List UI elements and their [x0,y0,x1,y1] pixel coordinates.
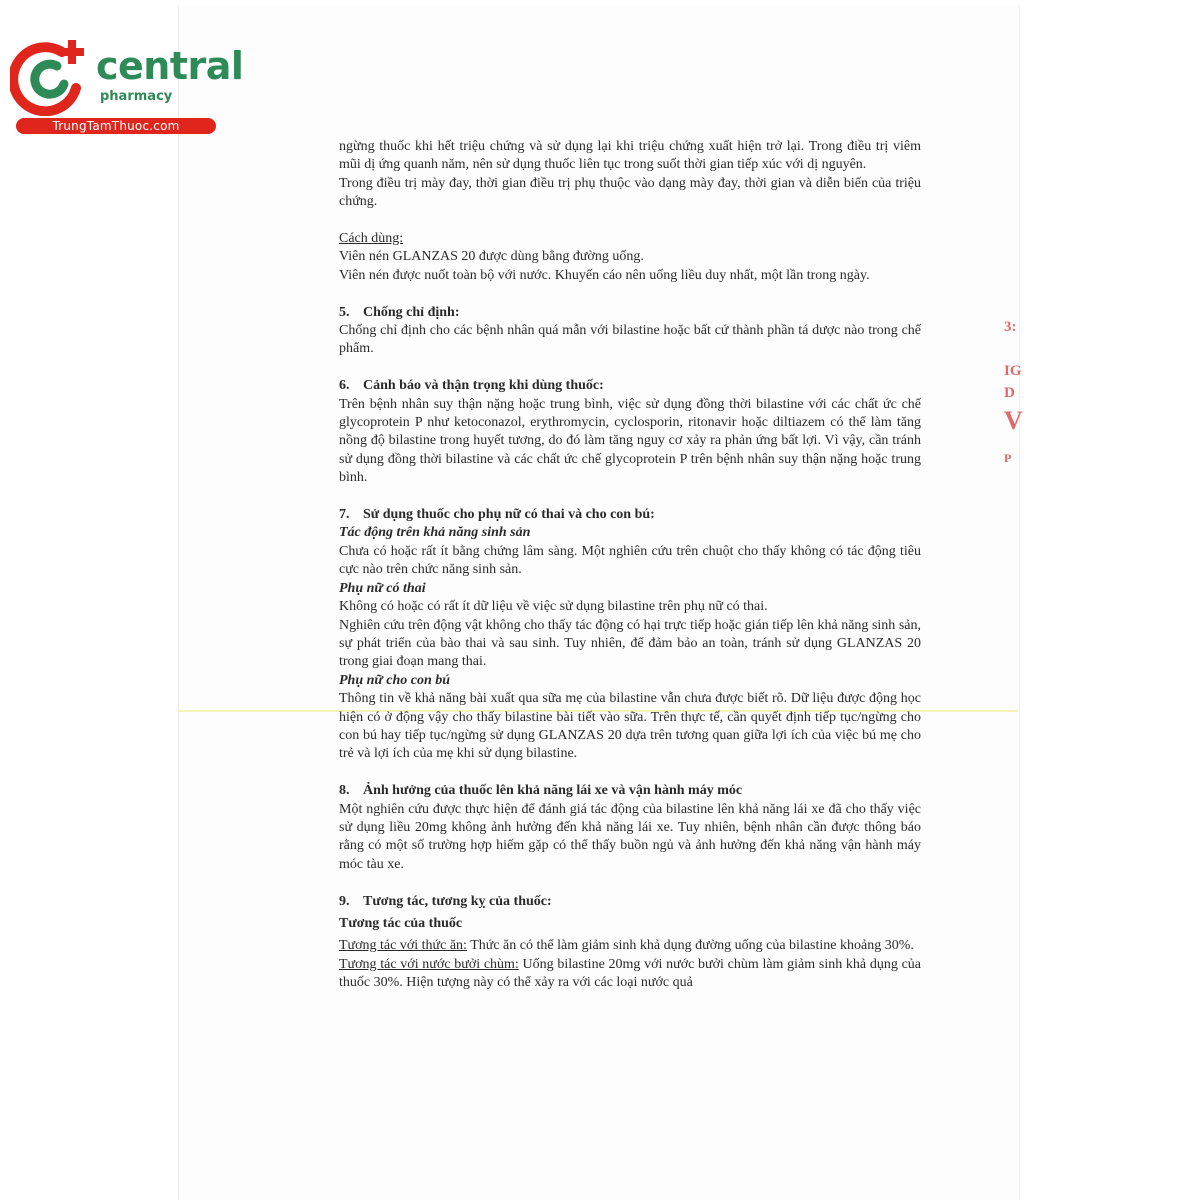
logo-brand-text: central [96,44,244,88]
section-7-breastfeeding-text: Thông tin về khả năng bài xuất qua sữa mẹ của bilastine vẫn chưa được biết rõ. Dữ liệu được động học hiện có ở động vậy cho thấy bilastine bài tiết vào sữa. Trên thực tế, cần quyết định tiếp tục/ngừng cho con bú hay tiếp tục/ngừng sử dụng GLANZAS 20 dựa trên tương quan giữa lợi ích của việc bú mẹ cho trẻ và lợi ích của mẹ khi sử dụng bilastine. [339,691,921,762]
section-8-heading: 8. Ảnh hưởng của thuốc lên khả năng lái xe và vận hành máy móc [339,783,743,799]
section-9-heading: 9. Tương tác, tương kỵ của thuốc: [339,893,552,909]
usage-line-2: Viên nén được nuốt toàn bộ với nước. Khuyến cáo nên uống liều duy nhất, một lần trong ngày. [339,267,870,283]
section-9-food-interaction: Tương tác với thức ăn: Thức ăn có thể làm giảm sinh khả dụng đường uống của bilastine khoảng 30%. [339,938,914,954]
central-pharmacy-logo[interactable] [10,38,244,138]
paragraph-treatment-duration: ngừng thuốc khi hết triệu chứng và sử dụng lại khi triệu chứng xuất hiện trở lại. Trong điều trị viêm mũi dị ứng quanh năm, nên sử dụng thuốc liên tục trong suốt thời gian tiếp xúc với dị nguyên. [339,139,921,173]
stamp-fragment-2: IG [1004,363,1022,379]
section-7-subheading-pregnancy: Phụ nữ có thai [339,580,426,596]
section-7-heading: 7. Sử dụng thuốc cho phụ nữ có thai và cho con bú: [339,507,655,523]
section-7-pregnancy-text-a: Không có hoặc có rất ít dữ liệu về việc sử dụng bilastine trên phụ nữ có thai. [339,599,768,615]
usage-line-1: Viên nén GLANZAS 20 được dùng bằng đường uống. [339,249,644,265]
paragraph-urticaria: Trong điều trị mày đay, thời gian điều trị phụ thuộc vào dạng mày đay, thời gian và diễn biến của triệu chứng. [339,175,921,210]
section-9-subheading: Tương tác của thuốc [339,915,463,931]
section-9-grapefruit-interaction: Tương tác với nước bưởi chùm: Uống bilastine 20mg với nước bưởi chùm làm giảm sinh khả dụng của thuốc 30%. Hiện tượng này có thể xảy ra với các loại nước quả [339,956,921,991]
section-5-text: Chống chỉ định cho các bệnh nhân quá mẫn với bilastine hoặc bất cứ thành phần tá dược nào trong chế phẩm. [339,323,921,357]
stamp-fragment-3: D [1004,385,1015,401]
section-7-subheading-breastfeeding: Phụ nữ cho con bú [339,672,451,688]
section-5-heading: 5. Chống chỉ định: [339,304,460,320]
section-8-text: Một nghiên cứu được thực hiện để đánh giá tác động của bilastine lên khả năng lái xe đã cho thấy việc sử dụng liều 20mg không ảnh hưởng đến khả năng lái xe. Tuy nhiên, bệnh nhân cần được thông báo rằng có một số trường hợp hiếm gặp có thể thấy buồn ngủ và ảnh hưởng đến khả năng vận hành máy móc tàu xe. [339,801,921,872]
section-6-text: Trên bệnh nhân suy thận nặng hoặc trung bình, việc sử dụng đồng thời bilastine với các chất ức chế glycoprotein P như ketoconazol, erythromycin, cyclosporin, ritonavir hoặc diltiazem có thể làm tăng nồng độ bilastine trong huyết tương, do đó làm tăng nguy cơ xảy ra phản ứng bất lợi. Vì vậy, cần tránh sử dụng đồng thời bilastine và các chất ức chế glycoprotein P trên bệnh nhân suy thận nặng hoặc trung bình. [339,396,921,486]
section-7-subheading-fertility: Tác động trên khả năng sinh sản [339,525,531,541]
section-7-fertility-text: Chưa có hoặc rất ít bằng chứng lâm sàng. Một nghiên cứu trên chuột cho thấy không có tác động tiêu cực nào trên chức năng sinh sản. [339,543,921,578]
stamp-fragment-4: V [1004,406,1023,435]
logo-site-link[interactable]: TrungTamThuoc.com [16,118,216,134]
logo-sub-text: pharmacy [100,89,173,104]
section-7-pregnancy-text-b: Nghiên cứu trên động vật không cho thấy tác động có hại trực tiếp hoặc gián tiếp lên khả năng sinh sản, sự phát triển của bào thai và sau sinh. Tuy nhiên, để đảm bảo an toàn, tránh sử dụng GLANZAS 20 trong giai đoạn mang thai. [339,617,921,670]
stamp-fragment-1: 3: [1004,319,1017,335]
stamp-fragment-5: P [1004,451,1012,465]
document-body [339,138,921,993]
pharmacy-cross-icon [10,38,94,116]
section-6-heading: 6. Cảnh báo và thận trọng khi dùng thuốc: [339,378,604,394]
usage-heading: Cách dùng: [339,231,404,247]
